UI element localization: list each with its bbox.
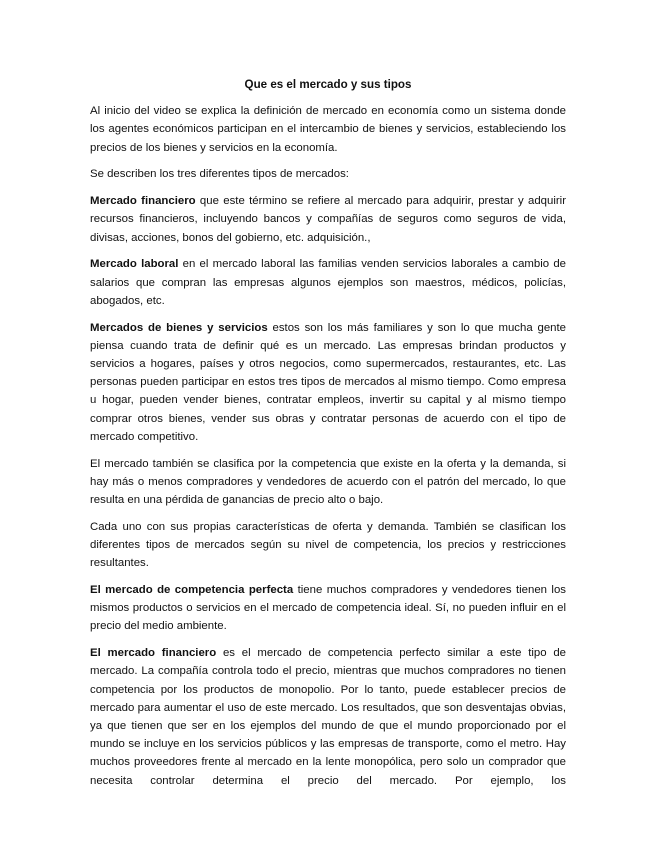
- paragraph-intro: Al inicio del video se explica la definición de mercado en economía como un sistema donde los agentes económicos participan en el intercambio de bienes y servicios, estableciendo los precios de los bienes y servicios en la economía.: [90, 105, 566, 154]
- term-perfect-competition: El mercado de competencia perfecta: [90, 584, 294, 597]
- term-financial-market: Mercado financiero: [90, 195, 196, 208]
- term-financial-market-2: El mercado financiero: [90, 647, 217, 660]
- term-labor-market: Mercado laboral: [90, 258, 179, 271]
- text-goods-services-market: estos son los más familiares y son lo que mucha gente piensa cuando trata de definir qué es un mercado. Las empresas brindan productos y servicios a hogares, países y otros negocios, como supermercados, restaurantes, etc. Las personas pueden participar en estos tres tipos de mercados al mismo tiempo. Como empresa u hogar, pueden vender bienes, contratar empleos, invertir su capital y al mismo tiempo comprar otros bienes, vender sus obras y contratar personas de acuerdo con el tipo de mercado competitivo.: [90, 321, 566, 443]
- term-goods-services-market: Mercados de bienes y servicios: [90, 321, 268, 334]
- paragraph-financial-market-2: [90, 644, 566, 790]
- paragraph-perfect-competition: [90, 581, 566, 636]
- text-labor-market: en el mercado laboral las familias venden servicios laborales a cambio de salarios que compran las empresas algunos ejemplos son maestros, médicos, policías, abogados, etc.: [90, 258, 566, 307]
- paragraph-supply-demand: Cada uno con sus propias características de oferta y demanda. También se clasifican los diferentes tipos de mercados según su nivel de competencia, los precios y restricciones resultantes.: [90, 520, 566, 570]
- text-perfect-competition: tiene muchos compradores y vendedores tienen los mismos productos o servicios en el mercado de competencia ideal. Sí, no pueden influir en el precio del medio ambiente.: [90, 584, 566, 633]
- document-title: Que es el mercado y sus tipos: [244, 78, 412, 91]
- text-financial-market-2: es el mercado de competencia perfecto similar a este tipo de mercado. La compañía controla todo el precio, mientras que muchos compradores no tienen competencia por los productos de monopolio. Por lo tanto, puede establecer precios de mercado para aumentar el uso de este mercado. Los resultados, que son desventajas obvias, ya que tienen que ser en los ejemplos del mundo de que el mundo proporcionado por el mundo se incluye en los servicios públicos y las empresas de transporte, como el metro. Hay muchos proveedores frente al mercado en la lente monopólica, pero solo un comprador que necesita controlar determina el precio del mercado. Por ejemplo, los: [90, 647, 566, 787]
- text-financial-market: que este término se refiere al mercado para adquirir, prestar y adquirir recursos financieros, incluyendo bancos y compañías de seguros como seguros de vida, divisas, acciones, bonos del gobierno, etc. adquisición.,: [90, 195, 566, 244]
- paragraph-labor-market: [90, 255, 566, 310]
- paragraph-competition-classification: El mercado también se clasifica por la competencia que existe en la oferta y la demanda, si hay más o menos compradores y vendedores de acuerdo con el patrón del mercado, lo que resulta en una pérdida de ganancias de precio alto o bajo.: [90, 457, 566, 507]
- document-page: [90, 76, 566, 798]
- paragraph-financial-market: [90, 192, 566, 247]
- paragraph-types-intro: Se describen los tres diferentes tipos de mercados:: [90, 168, 349, 181]
- paragraph-goods-services-market: [90, 319, 566, 446]
